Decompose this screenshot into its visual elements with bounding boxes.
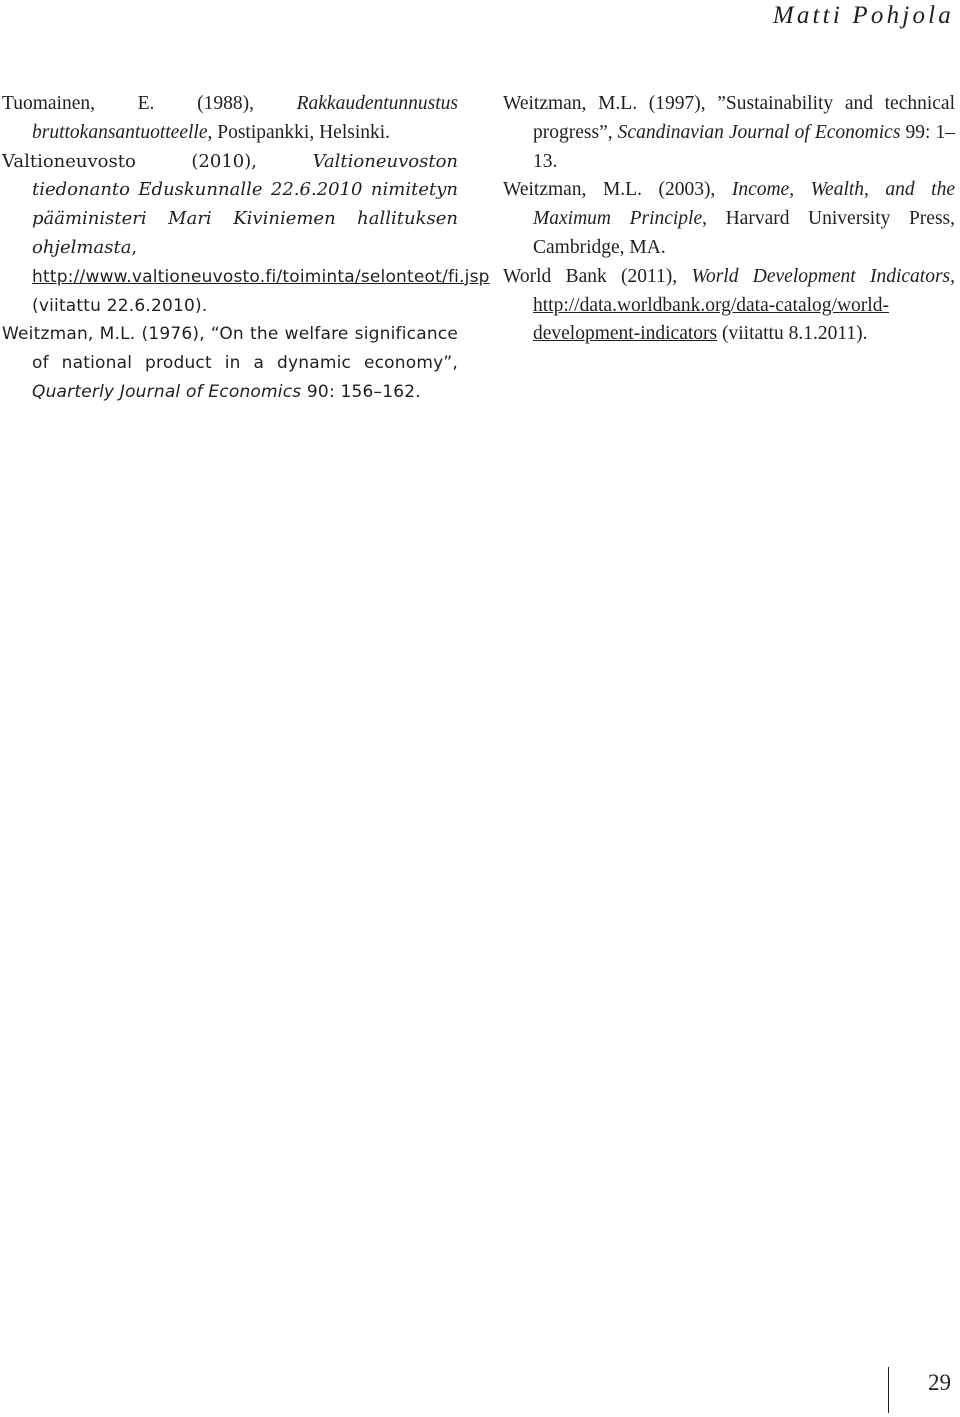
reference-rest: , Postipankki, Helsinki. [207, 121, 391, 143]
reference-weitzman-2003 [503, 176, 955, 262]
running-head: Matti Pohjola [772, 2, 954, 29]
reference-title: Quarterly Journal of Economics [32, 381, 302, 402]
reference-weitzman-1976 [2, 320, 458, 406]
reference-title: Valtioneuvoston tiedonanto Eduskunnalle 22.6.2010 nimitetyn pääministeri Mari Kiviniemen hallituksen ohjelmasta [32, 150, 458, 258]
reference-text: Valtioneuvosto (2010), [2, 150, 313, 172]
reference-rest: (viitattu 8.1.2011). [717, 323, 868, 345]
reference-link[interactable]: http://www.valtioneuvosto.fi/toiminta/selonteot/fi.jsp [32, 266, 490, 287]
reference-separator: , [950, 265, 955, 287]
reference-rest: , Harvard University Press, Cambridge, MA. [533, 208, 956, 258]
footer-rule [888, 1367, 889, 1413]
left-column [2, 90, 490, 407]
reference-title: Income, Wealth, and the Maximum Principle [533, 179, 955, 230]
right-column [503, 90, 955, 349]
reference-weitzman-1997 [503, 90, 955, 176]
reference-link[interactable]: http://data.worldbank.org/data-catalog/world-development-indicators [533, 294, 889, 345]
reference-tuomainen [2, 90, 458, 148]
reference-valtioneuvosto [2, 148, 490, 321]
reference-title: World Development Indicators [691, 265, 951, 287]
page-number: 29 [928, 1370, 951, 1395]
reference-rest: (viitattu 22.6.2010). [32, 295, 208, 316]
reference-text: Weitzman, M.L. (1997), ”Sustainability and technical progress”, [503, 93, 955, 143]
reference-title: Scandinavian Journal of Economics [617, 121, 901, 143]
reference-text: World Bank (2011), [503, 265, 692, 287]
reference-separator: , [131, 236, 138, 258]
reference-title: Rakkaudentunnustus bruttokansantuotteelle [32, 93, 458, 143]
reference-text: Weitzman, M.L. (1976), “On the welfare significance of national product in a dynamic economy”, [2, 324, 458, 374]
reference-text: Weitzman, M.L. (2003), [503, 179, 732, 201]
reference-rest: 99: 1–13. [533, 121, 955, 172]
reference-world-bank [503, 263, 955, 349]
reference-rest: 90: 156–162. [301, 381, 421, 402]
reference-text: Tuomainen, E. (1988), [2, 93, 297, 114]
